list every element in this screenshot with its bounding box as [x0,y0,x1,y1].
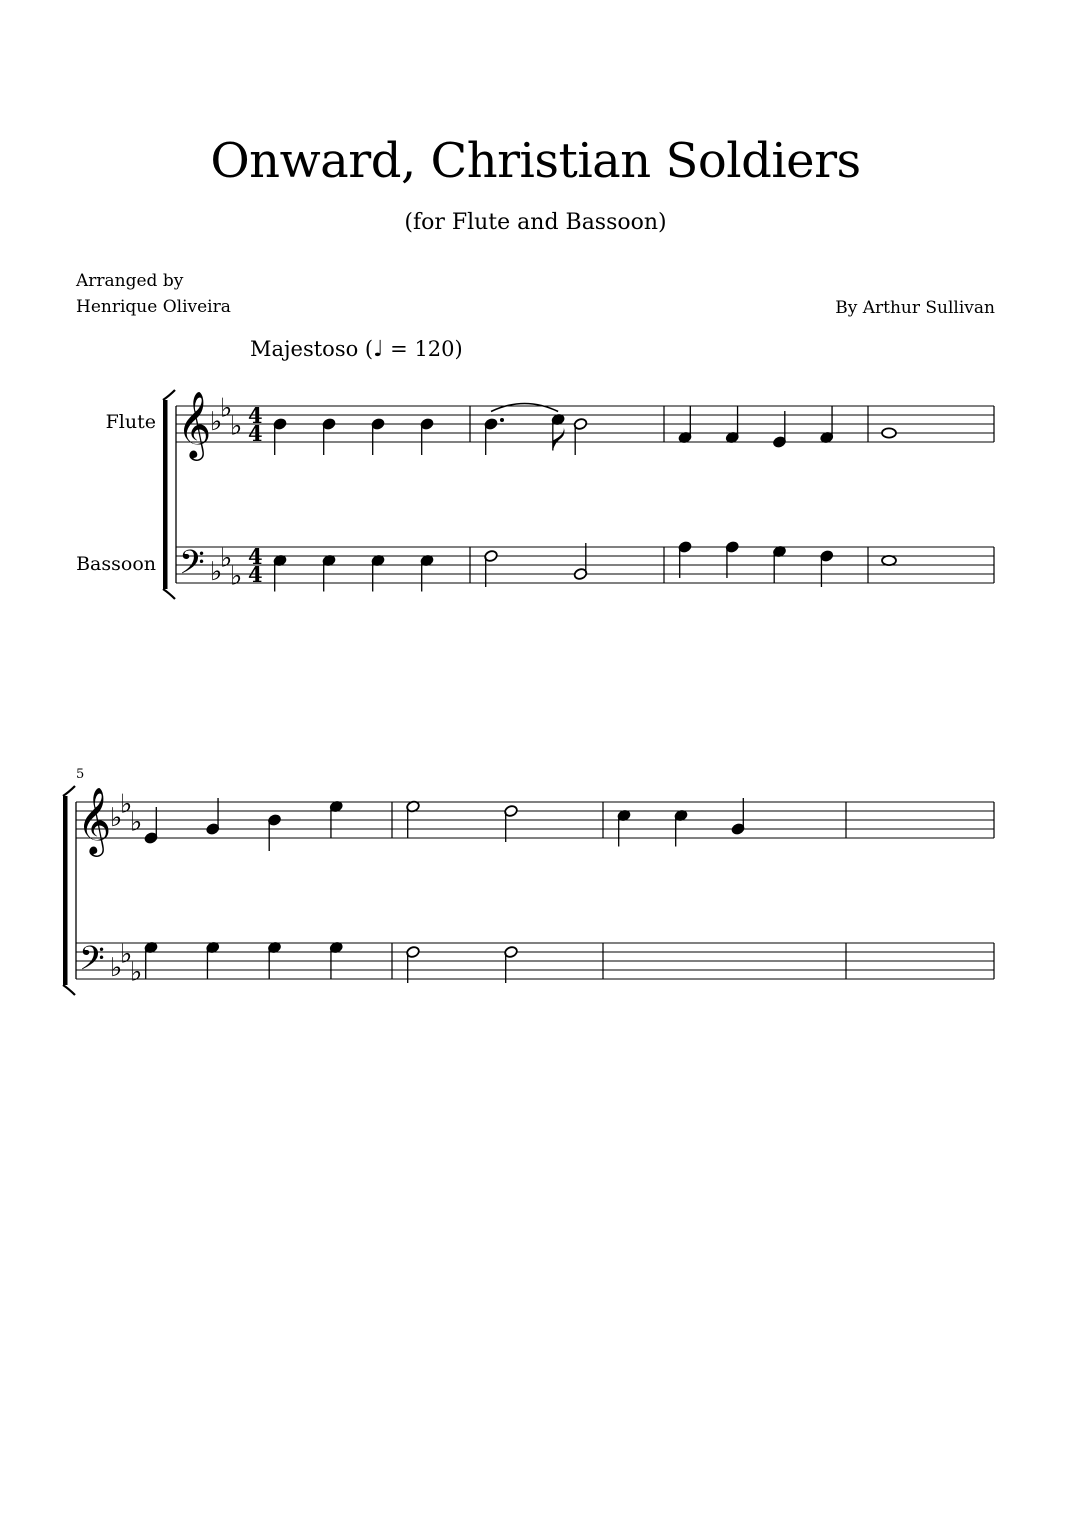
flat-sign-icon: ♭ [220,393,233,424]
instrument-label-bassoon: Bassoon [76,553,156,575]
system-2 [63,767,994,995]
flat-sign-icon: ♭ [210,407,223,437]
arranger-name: Henrique Oliveira [76,297,231,317]
bracket-top [63,786,75,796]
bracket-bottom [163,589,175,599]
flat-sign-icon: ♭ [220,543,233,574]
slur [491,404,558,412]
flat-sign-icon: ♭ [210,557,223,587]
system-bracket [63,796,68,985]
measure-number: 5 [76,767,85,782]
instrument-label-flute: Flute [105,411,156,433]
flat-sign-icon: ♭ [110,803,123,833]
treble-clef-icon: 𝄞 [77,786,112,854]
time-signature-top: 4 [248,403,263,428]
score-title: Onward, Christian Soldiers [210,133,861,189]
flat-sign-icon: ♭ [230,561,243,592]
flat-sign-icon: ♭ [120,789,133,820]
flat-sign-icon: ♭ [120,939,133,970]
flat-sign-icon: ♭ [130,807,143,838]
score-subtitle: (for Flute and Bassoon) [404,210,667,235]
time-signature-bottom: 4 [248,562,263,587]
time-signature-top: 4 [248,544,263,569]
dot [500,418,504,422]
notehead [882,556,896,565]
treble-clef-icon: 𝄞 [177,390,212,458]
flat-sign-icon: ♭ [230,411,243,442]
bracket-bottom [63,985,75,995]
system-bracket [163,400,168,589]
arranger-label: Arranged by [76,271,184,291]
system-1 [163,390,994,599]
quarter-note-icon: ♩ [373,337,384,362]
time-signature-bottom: 4 [248,421,263,446]
eighth-flag [553,428,565,451]
tempo-text: Majestoso ( [250,337,374,361]
flat-sign-icon: ♭ [110,953,123,983]
flat-sign-icon: ♭ [130,957,143,988]
bass-clef-icon: 𝄢 [179,544,205,590]
bracket-top [163,390,175,400]
bass-clef-icon: 𝄢 [79,940,105,986]
notehead [882,428,896,437]
composer-credit: By Arthur Sullivan [835,298,995,318]
tempo-value: = 120) [383,337,463,361]
